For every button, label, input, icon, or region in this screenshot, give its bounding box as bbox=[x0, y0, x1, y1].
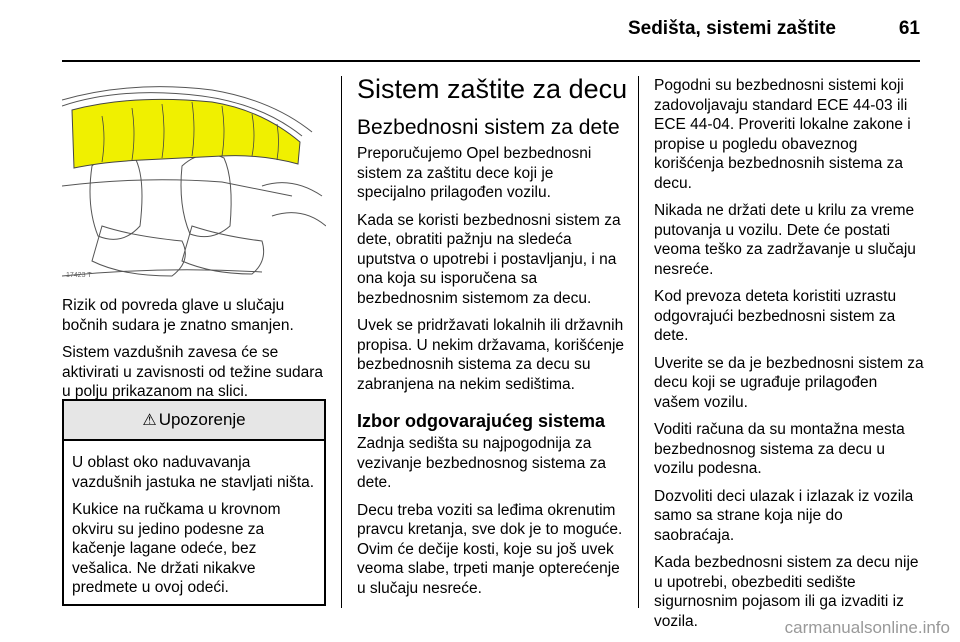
column-divider-2 bbox=[638, 76, 639, 608]
paragraph: U oblast oko naduvavanja vazdušnih jastuka ne stavljati ništa. bbox=[72, 454, 315, 491]
paragraph: Voditi računa da su montažna mesta bezbednosnog sistema za decu u vozilu podesna. bbox=[654, 421, 905, 477]
page-header-title: Sedišta, sistemi zaštite bbox=[627, 18, 836, 39]
page-number: 61 bbox=[898, 18, 920, 39]
subsection-heading: Bezbednosni sistem za dete bbox=[357, 116, 620, 139]
paragraph: Uvek se pridržavati lokalnih ili državnih propisa. U nekim državama, korišćenje bezbednosnih sistema za decu su zabranjena na nekim sedištima. bbox=[357, 317, 625, 393]
paragraph: Kada se koristi bezbednosni sistem za dete, obratiti pažnju na sledeća uputstva o upotrebi i postavljanju, i na ona koja su isporučena sa bezbednosnim sistemom za decu. bbox=[357, 211, 621, 307]
car-interior-drawing bbox=[62, 76, 326, 288]
paragraph: Nikada ne držati dete u krilu za vreme putovanja u vozilu. Dete će postati veoma teško za zadržavanje u slučaju nesreće. bbox=[654, 202, 916, 278]
warning-title: Upozorenje bbox=[158, 410, 246, 429]
column-divider-1 bbox=[341, 76, 342, 608]
header-divider bbox=[62, 60, 920, 62]
airbag-curtain-shape bbox=[72, 99, 300, 168]
warning-header bbox=[64, 401, 324, 441]
paragraph: Preporučujemo Opel bezbednosni sistem za zaštitu dece koji je specijalno prilagođen vozilu. bbox=[357, 145, 592, 201]
paragraph: Kada bezbednosni sistem za decu nije u upotrebi, obezbediti sedište sigurnosnim pojasom ili ga izvaditi iz vozila. bbox=[654, 554, 919, 630]
warning-box bbox=[62, 399, 326, 606]
column-2-text bbox=[357, 74, 628, 606]
paragraph: Dozvoliti deci ulazak i izlazak iz vozila samo sa strane koja nije do saobraćaja. bbox=[654, 487, 914, 544]
column-3-text bbox=[654, 76, 924, 639]
paragraph: Decu treba voziti sa leđima okrenutim pravcu kretanja, sve dok je to moguće. Ovim će dečije kosti, koje su još uvek veoma slabe, trpeti manje opterećenje u slučaju nesreće. bbox=[357, 501, 623, 597]
paragraph: Pogodni su bezbednosni sistemi koji zadovoljavaju standard ECE 44-03 ili ECE 44-04. Proveriti lokalne zakone i propise u pogledu obaveznog korišćenja bezbednosnih sistema za decu. bbox=[654, 77, 911, 192]
paragraph: Zadnja sedišta su najpogodnija za vezivanje bezbednosnog sistema za dete. bbox=[357, 435, 607, 491]
paragraph: Kod prevoza deteta koristiti uzrastu odgovrajući bezbednosni sistem za dete. bbox=[654, 288, 897, 344]
curtain-airbag-illustration bbox=[62, 76, 326, 288]
warning-triangle-icon: ⚠ bbox=[142, 412, 157, 429]
paragraph: Sistem vazdušnih zavesa će se aktivirati u zavisnosti od težine sudara u polju prikazanom na slici. bbox=[62, 344, 324, 400]
subsection-heading-bold: Izbor odgovarajućeg sistema bbox=[357, 411, 606, 431]
paragraph: Uverite se da je bezbednosni sistem za decu koji se ugrađuje prilagođen vašem vozilu. bbox=[654, 354, 924, 411]
warning-body bbox=[64, 441, 324, 598]
paragraph: Kukice na ručkama u krovnom okviru su jedino podesne za kačenje lagane odeće, bez vešalica. Ne držati nikakve predmete u ovoj odeći. bbox=[72, 501, 281, 596]
section-heading: Sistem zaštite za decu bbox=[357, 74, 628, 104]
column-1-text bbox=[62, 296, 326, 410]
watermark: carmanualsonline.info bbox=[784, 618, 950, 637]
paragraph: Rizik od povreda glave u slučaju bočnih sudara je znatno smanjen. bbox=[62, 297, 294, 334]
figure-code: 17423 T bbox=[66, 272, 92, 279]
